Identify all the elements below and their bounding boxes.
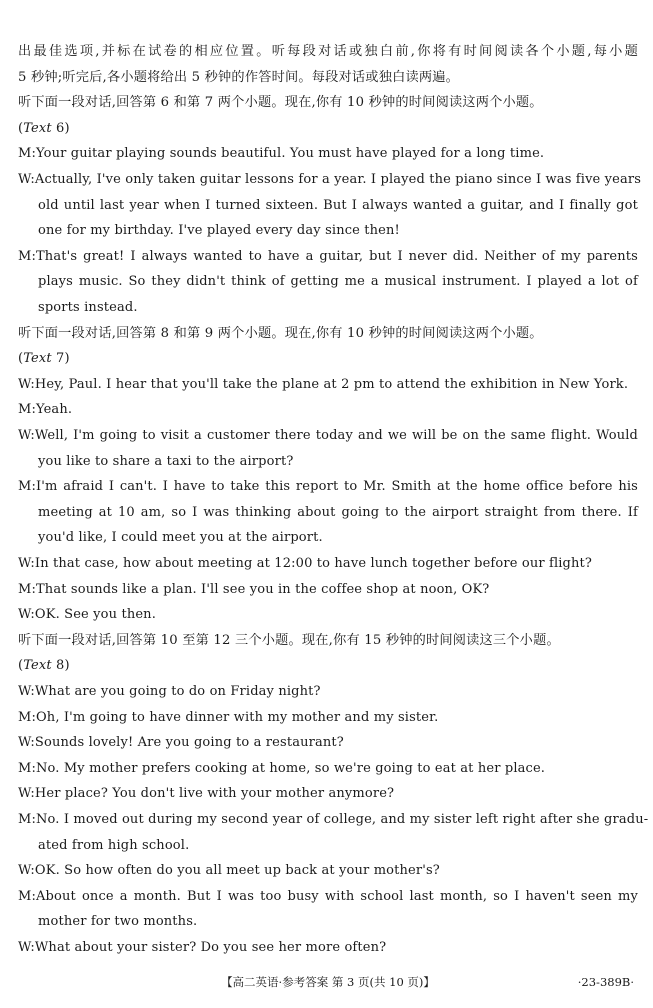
page-footer [18, 972, 638, 992]
dialogue-line: M:No. My mother prefers cooking at home, so we're going to eat at her place. [18, 760, 546, 776]
text-section-label: (Text 6) [18, 120, 70, 136]
dialogue-line: W:OK. So how often do you all meet up back at your mother's? [18, 863, 440, 879]
instruction-line: 听下面一段对话,回答第 8 和第 9 两个小题。现在,你有 10 秒钟的时间阅读这两个小题。 [18, 325, 543, 341]
dialogue-line: M:Yeah. [18, 402, 73, 418]
dialogue-line: M:That sounds like a plan. I'll see you in the coffee shop at noon, OK? [18, 581, 490, 597]
dialogue-line: you like to share a taxi to the airport? [38, 453, 294, 469]
instruction-line: 出最佳选项,并标在试卷的相应位置。听每段对话或独白前,你将有时间阅读各个小题,每小题 [18, 44, 638, 59]
dialogue-line: W:OK. See you then. [18, 607, 156, 623]
dialogue-line: M:That's great! I always wanted to have a guitar, but I never did. Neither of my parents [18, 248, 638, 264]
dialogue-line: M:Oh, I'm going to have dinner with my mother and my sister. [18, 709, 439, 725]
dialogue-line: you'd like, I could meet you at the airport. [38, 530, 323, 546]
text-section-label: (Text 7) [18, 351, 70, 367]
dialogue-line: W:In that case, how about meeting at 12:00 to have lunch together before our flight? [18, 556, 593, 571]
footer-title: 【高二英语·参考答案 第 3 页(共 10 页)】 [221, 975, 435, 989]
instruction-line: 听下面一段对话,回答第 6 和第 7 两个小题。现在,你有 10 秒钟的时间阅读这两个小题。 [18, 95, 543, 111]
instruction-line: 听下面一段对话,回答第 10 至第 12 三个小题。现在,你有 15 秒钟的时间阅读这三个小题。 [18, 632, 560, 648]
dialogue-line: W:Her place? You don't live with your mother anymore? [18, 786, 395, 802]
dialogue-line: M:No. I moved out during my second year of college, and my sister left right after she gradu- [18, 812, 649, 827]
dialogue-line: W:Sounds lovely! Are you going to a restaurant? [18, 735, 344, 751]
dialogue-line: mother for two months. [38, 914, 198, 930]
dialogue-line: one for my birthday. I've played every day since then! [38, 223, 400, 239]
dialogue-line: ated from high school. [38, 837, 190, 853]
dialogue-line: W:Hey, Paul. I hear that you'll take the plane at 2 pm to attend the exhibition in New York. [18, 376, 629, 392]
footer-code: ·23-389B· [577, 975, 634, 989]
dialogue-line: plays music. So they didn't think of getting me a musical instrument. I played a lot of [38, 274, 638, 290]
dialogue-line: W:What about your sister? Do you see her more often? [18, 940, 387, 955]
text-section-label: (Text 8) [18, 658, 70, 674]
dialogue-line: W:Actually, I've only taken guitar lessons for a year. I played the piano since I was five years [18, 172, 642, 187]
dialogue-line: M:I'm afraid I can't. I have to take this report to Mr. Smith at the home office before his [18, 479, 638, 495]
dialogue-line: W:What are you going to do on Friday night? [18, 684, 321, 699]
dialogue-line: M:Your guitar playing sounds beautiful. You must have played for a long time. [18, 146, 545, 162]
dialogue-line: old until last year when I turned sixteen. But I always wanted a guitar, and I finally got [38, 197, 638, 213]
dialogue-line: W:Well, I'm going to visit a customer there today and we will be on the same flight. Would [18, 428, 638, 443]
dialogue-line: meeting at 10 am, so I was thinking about going to the airport straight from there. If [38, 504, 638, 520]
instruction-line: 5 秒钟;听完后,各小题将给出 5 秒钟的作答时间。每段对话或独白读两遍。 [18, 69, 460, 85]
dialogue-line: M:About once a month. But I was too busy with school last month, so I haven't seen my [18, 888, 638, 904]
dialogue-line: sports instead. [38, 300, 138, 315]
